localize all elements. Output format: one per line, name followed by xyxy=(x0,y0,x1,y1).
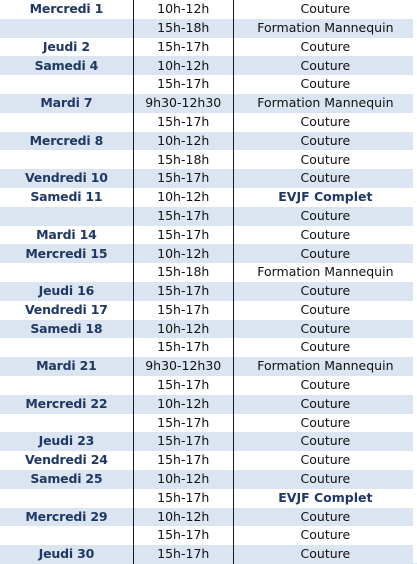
day-cell: Jeudi 16 xyxy=(38,283,95,299)
time-cell: 15h-17h xyxy=(133,376,233,395)
schedule-row xyxy=(0,432,417,451)
activity-cell: Couture xyxy=(300,151,351,167)
schedule-row xyxy=(0,0,417,19)
activity-cell: Couture xyxy=(300,76,351,92)
time-cell: 15h-18h xyxy=(133,19,233,38)
activity-cell: Couture xyxy=(300,471,351,487)
schedule-row xyxy=(0,188,417,207)
day-cell xyxy=(0,19,133,38)
time-cell: 15h-17h xyxy=(133,545,233,564)
day-cell xyxy=(0,207,133,226)
schedule-row xyxy=(0,75,417,94)
schedule-row xyxy=(0,526,417,545)
activity-cell: Couture xyxy=(300,527,351,543)
time-cell: 10h-12h xyxy=(133,395,233,414)
day-cell: Vendredi 17 xyxy=(25,301,108,317)
time-cell: 15h-17h xyxy=(133,75,233,94)
day-cell: Mardi 7 xyxy=(40,95,93,111)
schedule-row xyxy=(0,169,417,188)
time-cell: 15h-17h xyxy=(133,113,233,132)
time-cell: 15h-17h xyxy=(133,282,233,301)
time-cell: 15h-17h xyxy=(133,207,233,226)
day-cell xyxy=(0,376,133,395)
time-cell: 15h-17h xyxy=(133,489,233,508)
time-cell: 15h-17h xyxy=(133,338,233,357)
day-cell: Mercredi 22 xyxy=(25,395,108,411)
activity-cell: Formation Mannequin xyxy=(257,358,394,374)
schedule-row xyxy=(0,357,417,376)
time-cell: 10h-12h xyxy=(133,0,233,19)
time-cell: 15h-18h xyxy=(133,150,233,169)
activity-cell: Couture xyxy=(300,283,351,299)
activity-cell: Couture xyxy=(300,339,351,355)
activity-cell: Couture xyxy=(300,207,351,223)
day-cell: Vendredi 24 xyxy=(25,452,108,468)
schedule-row xyxy=(0,150,417,169)
day-cell: Samedi 4 xyxy=(34,57,99,73)
day-cell xyxy=(0,150,133,169)
day-cell: Mardi 14 xyxy=(36,226,97,242)
time-cell: 15h-17h xyxy=(133,432,233,451)
day-cell: Jeudi 30 xyxy=(38,546,95,562)
day-cell: Jeudi 2 xyxy=(42,38,90,54)
time-cell: 10h-12h xyxy=(133,56,233,75)
schedule-row xyxy=(0,38,417,57)
activity-cell: Couture xyxy=(300,57,351,73)
time-cell: 15h-17h xyxy=(133,414,233,433)
day-cell xyxy=(0,414,133,433)
schedule-row xyxy=(0,395,417,414)
time-cell: 9h30-12h30 xyxy=(133,357,233,376)
day-cell xyxy=(0,489,133,508)
activity-cell: Formation Mannequin xyxy=(257,264,394,280)
day-cell: Samedi 18 xyxy=(30,320,103,336)
schedule-row xyxy=(0,94,417,113)
activity-cell: Couture xyxy=(300,1,351,17)
activity-cell: Couture xyxy=(300,301,351,317)
activity-cell: Couture xyxy=(300,226,351,242)
time-cell: 15h-17h xyxy=(133,301,233,320)
time-cell: 15h-17h xyxy=(133,38,233,57)
time-cell: 15h-18h xyxy=(133,263,233,282)
schedule-row xyxy=(0,320,417,339)
page-edge xyxy=(413,0,417,563)
time-cell: 9h30-12h30 xyxy=(133,94,233,113)
activity-cell: Couture xyxy=(300,38,351,54)
schedule-row xyxy=(0,263,417,282)
activity-cell: Couture xyxy=(300,395,351,411)
activity-cell: Formation Mannequin xyxy=(257,95,394,111)
day-cell: Samedi 11 xyxy=(30,189,103,205)
time-cell: 15h-17h xyxy=(133,526,233,545)
activity-cell: Couture xyxy=(300,546,351,562)
activity-cell: Couture xyxy=(300,320,351,336)
schedule-row xyxy=(0,470,417,489)
activity-cell: Couture xyxy=(300,433,351,449)
day-cell xyxy=(0,75,133,94)
day-cell: Mercredi 15 xyxy=(25,245,108,261)
day-cell: Mercredi 8 xyxy=(29,132,104,148)
day-cell: Jeudi 23 xyxy=(38,433,95,449)
activity-cell: Couture xyxy=(300,414,351,430)
activity-cell: Couture xyxy=(300,377,351,393)
schedule-row xyxy=(0,19,417,38)
day-cell: Mercredi 29 xyxy=(25,508,108,524)
time-cell: 15h-17h xyxy=(133,169,233,188)
schedule-row xyxy=(0,545,417,564)
schedule-row xyxy=(0,338,417,357)
time-cell: 10h-12h xyxy=(133,470,233,489)
day-cell: Mercredi 1 xyxy=(29,1,104,17)
day-cell xyxy=(0,338,133,357)
schedule-row xyxy=(0,508,417,527)
activity-cell: Couture xyxy=(300,170,351,186)
day-cell xyxy=(0,263,133,282)
schedule-row xyxy=(0,207,417,226)
schedule-row xyxy=(0,301,417,320)
time-cell: 15h-17h xyxy=(133,451,233,470)
activity-cell: Couture xyxy=(300,245,351,261)
schedule-row xyxy=(0,226,417,245)
schedule-row xyxy=(0,376,417,395)
schedule-row xyxy=(0,113,417,132)
schedule-row xyxy=(0,414,417,433)
activity-cell-highlight: EVJF Complet xyxy=(278,189,373,205)
schedule-row xyxy=(0,132,417,151)
activity-cell: Couture xyxy=(300,132,351,148)
activity-cell-highlight: EVJF Complet xyxy=(278,489,373,505)
schedule-row xyxy=(0,282,417,301)
time-cell: 10h-12h xyxy=(133,132,233,151)
schedule-row xyxy=(0,489,417,508)
activity-cell: Couture xyxy=(300,508,351,524)
time-cell: 10h-12h xyxy=(133,188,233,207)
schedule-row xyxy=(0,451,417,470)
day-cell: Mardi 21 xyxy=(36,358,97,374)
time-cell: 10h-12h xyxy=(133,320,233,339)
activity-cell: Formation Mannequin xyxy=(257,19,394,35)
time-cell: 15h-17h xyxy=(133,226,233,245)
day-cell: Vendredi 10 xyxy=(25,170,108,186)
schedule-row xyxy=(0,56,417,75)
day-cell xyxy=(0,526,133,545)
schedule-row xyxy=(0,244,417,263)
activity-cell: Couture xyxy=(300,452,351,468)
time-cell: 10h-12h xyxy=(133,244,233,263)
day-cell xyxy=(0,113,133,132)
day-cell: Samedi 25 xyxy=(30,471,103,487)
activity-cell: Couture xyxy=(300,113,351,129)
time-cell: 10h-12h xyxy=(133,508,233,527)
